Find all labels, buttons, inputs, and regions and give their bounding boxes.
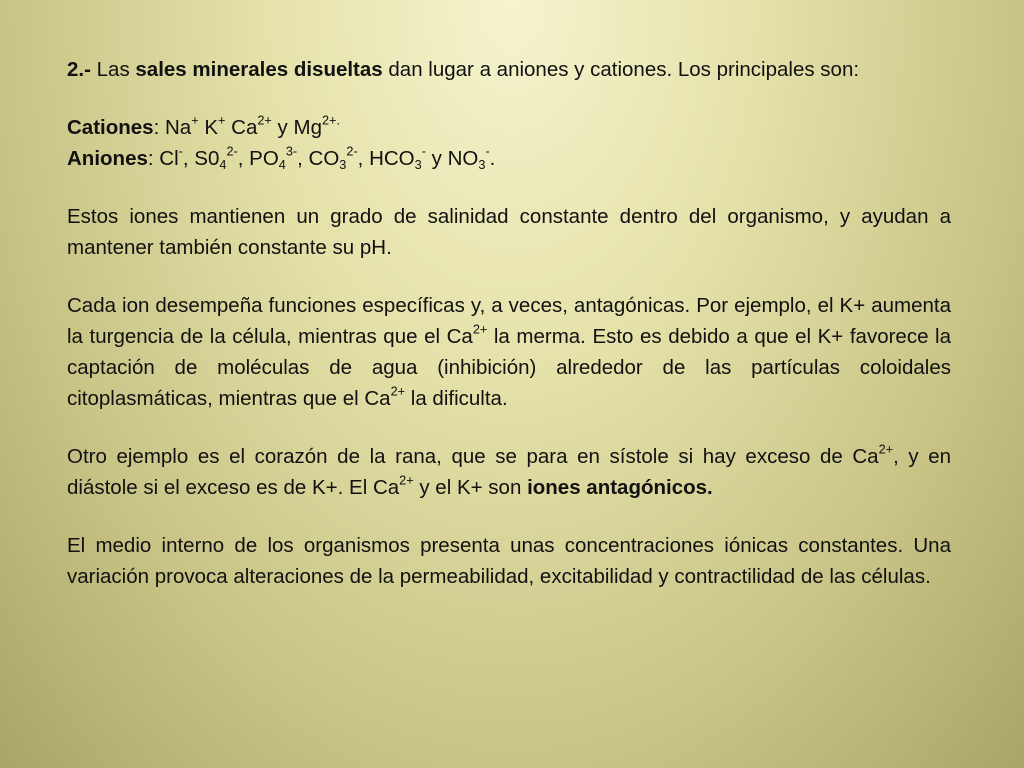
anions-label: Aniones <box>67 147 148 170</box>
intro-text-2: dan lugar a aniones y cationes. Los principales son: <box>388 58 860 81</box>
intro-paragraph <box>67 54 951 85</box>
intro-text-1: Las <box>96 58 130 81</box>
intro-bold-term: sales minerales disueltas <box>135 58 383 81</box>
cations-label: Cationes <box>67 116 154 139</box>
internal-medium-paragraph: El medio interno de los organismos presenta unas concentraciones iónicas constantes. Una variación provoca alteraciones de la permeabilidad, excitabilidad y contractilidad de las células. <box>67 534 951 588</box>
salinity-paragraph: Estos iones mantienen un grado de salinidad constante dentro del organismo, y ayudan a mantener también constante su pH. <box>67 205 951 259</box>
frog-heart-paragraph: Otro ejemplo es el corazón de la rana, que se para en sístole si hay exceso de $Ca^{2+}$, y en diástole si el exceso es de K+. El $Ca^{2+}$ y el K+ son iones antagónicos. <box>67 441 952 499</box>
section-number: 2.- <box>67 58 91 81</box>
antagonic-ions-term: iones antagónicos. <box>527 476 713 499</box>
functions-paragraph: Cada ion desempeña funciones específicas y, a veces, antagónicas. Por ejemplo, el K+ aumenta la turgencia de la célula, mientras que el $Ca^{2+}$ la merma. Esto es debido a que el K+ favorece la captación de moléculas de agua (inhibición) alrededor de las partículas coloidales citoplasmáticas, mientras que el $Ca^{2+}$ la dificulta. <box>67 294 951 410</box>
ions-list <box>67 112 951 174</box>
anions-line: Aniones: Cl-, $S0_4^{2-}$, $PO_4^{3-}$, $CO_3^{2-}$, $HCO_3^-$ y $NO_3^-$. <box>67 143 496 172</box>
cations-line: Cationes: Na+ K+ $Ca^{2+}$ y $Mg^{2+.}$ <box>67 112 340 139</box>
slide-content <box>67 54 951 619</box>
